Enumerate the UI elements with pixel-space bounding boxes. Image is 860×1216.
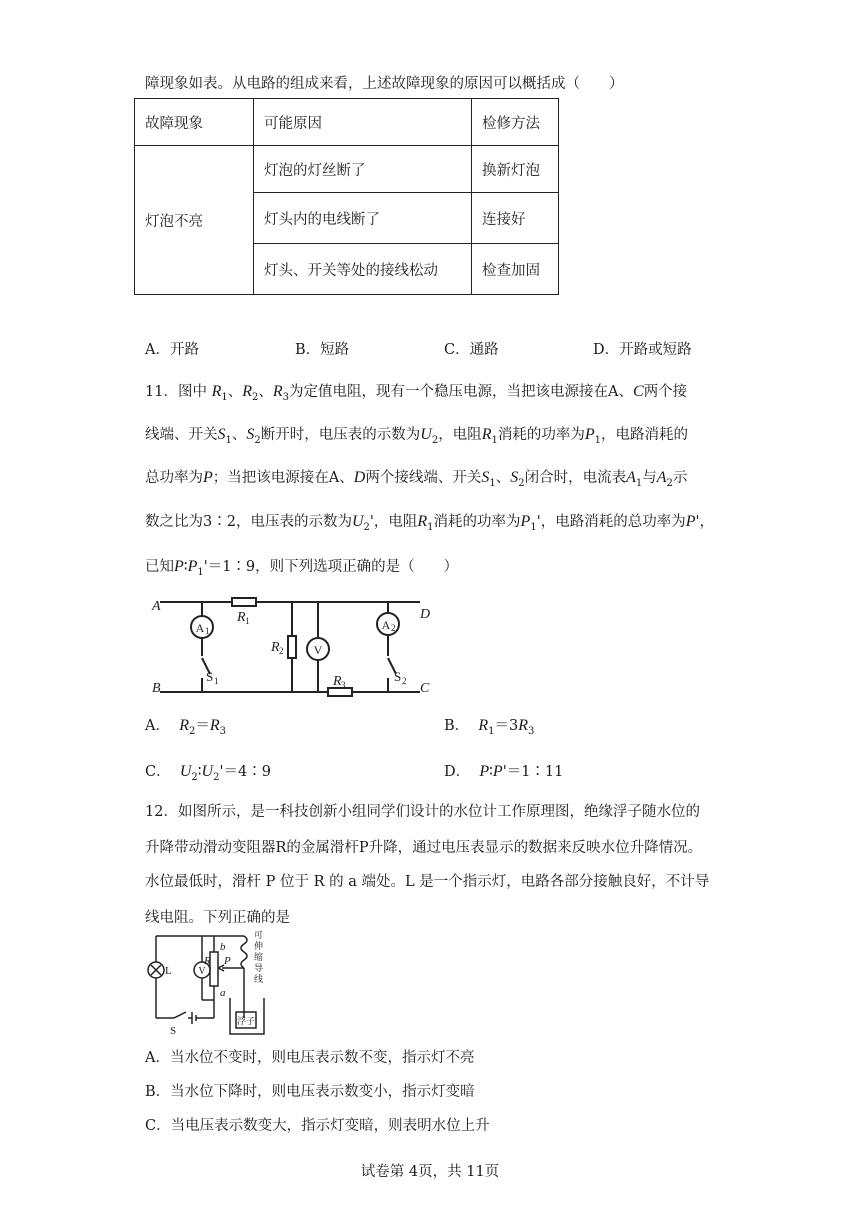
table-cell-phenomenon: 灯泡不亮 bbox=[135, 146, 254, 295]
table-row bbox=[135, 146, 559, 193]
table-cell-cause: 灯头内的电线断了 bbox=[254, 193, 472, 244]
question-12-line-4: 线电阻。下列正确的是 bbox=[145, 910, 290, 926]
switch-s2-label: S bbox=[394, 669, 402, 684]
question-11-line-5: 已知$P∶P_1'=1∶9$，则下列选项正确的是（ ） bbox=[145, 558, 459, 578]
question-12-line-1: 12．如图所示，是一科技创新小组同学们设计的水位计工作原理图，绝缘浮子随水位的 bbox=[145, 804, 700, 820]
table-cell-method: 换新灯泡 bbox=[472, 146, 559, 193]
ammeter-a2-label: A bbox=[381, 618, 391, 632]
q12-option-a: A．当水位不变时，则电压表示数不变，指示灯不亮 bbox=[145, 1050, 475, 1066]
svg-text:2: 2 bbox=[402, 676, 407, 686]
resistor-r3-label: R bbox=[333, 674, 342, 689]
table-cell-method: 检查加固 bbox=[472, 244, 559, 295]
water-level-diagram bbox=[140, 928, 280, 1038]
circuit-diagram-q11 bbox=[140, 592, 440, 704]
table-header-cell: 检修方法 bbox=[472, 99, 559, 146]
page-footer: 试卷第 4页，共 11页 bbox=[360, 1164, 500, 1180]
table-header-cell: 故障现象 bbox=[135, 99, 254, 146]
terminal-d-label: D bbox=[420, 607, 431, 622]
q11-option-c: C． $U_2∶U_2'=4∶9$ bbox=[145, 763, 271, 783]
svg-text:1: 1 bbox=[214, 676, 219, 686]
float-label: 浮子 bbox=[236, 1016, 256, 1026]
ammeter-a1-label: A bbox=[195, 621, 205, 635]
question-11-line-3: 总功率为P；当把该电源接在A、D两个接线端、开关$S_1$、$S_2$闭合时，电流表$A_1$与$A_2$示 bbox=[145, 469, 688, 489]
option-c: C．通路 bbox=[444, 342, 499, 358]
terminal-c-label: C bbox=[420, 681, 430, 696]
flexible-wire-label bbox=[254, 930, 263, 984]
table-header-cell: 可能原因 bbox=[254, 99, 472, 146]
q11-option-a: A． $R_2=R_3$ bbox=[145, 717, 227, 737]
resistor-r1-label: R bbox=[237, 610, 246, 625]
voltmeter-label: V bbox=[198, 966, 206, 977]
terminal-a-label: A bbox=[152, 599, 161, 614]
question-11-line-4: 数之比为3∶2，电压表的示数为$U_2'$，电阻$R_1$消耗的功率为$P_1'$，电路消耗的总功率为P'， bbox=[145, 513, 714, 533]
voltmeter-label: V bbox=[313, 643, 323, 657]
table-cell-method: 连接好 bbox=[472, 193, 559, 244]
question-11-line-1: 11．图中 $R_1$、$R_2$、$R_3$为定值电阻，现有一个稳压电源，当把该电源接在A、C两个接 bbox=[145, 383, 688, 403]
option-a: A．开路 bbox=[145, 342, 199, 358]
svg-text:2: 2 bbox=[279, 646, 284, 656]
svg-text:1: 1 bbox=[245, 616, 250, 626]
question-12-line-2: 升降带动滑动变阻器R的金属滑杆P升降，通过电压表显示的数据来反映水位升降情况。 bbox=[145, 840, 703, 856]
svg-text:伸: 伸 bbox=[254, 941, 264, 951]
terminal-b-label: B bbox=[152, 681, 161, 696]
option-b: B．短路 bbox=[295, 342, 350, 358]
table-cell-cause: 灯头、开关等处的接线松动 bbox=[254, 244, 472, 295]
q12-option-c: C．当电压表示数变大，指示灯变暗，则表明水位上升 bbox=[145, 1118, 490, 1134]
switch-s1-label: S bbox=[206, 669, 214, 684]
svg-text:3: 3 bbox=[341, 680, 346, 690]
q11-option-d: D． P∶P'＝1∶11 bbox=[444, 763, 564, 780]
question-12-line-3: 水位最低时，滑杆 P 位于 R 的 a 端处。L 是一个指示灯，电路各部分接触良好，不计导 bbox=[145, 874, 710, 890]
svg-text:2: 2 bbox=[391, 623, 396, 633]
switch-label: S bbox=[170, 1025, 177, 1037]
svg-text:缩: 缩 bbox=[254, 952, 264, 962]
lamp-label: L bbox=[165, 965, 172, 977]
svg-text:可: 可 bbox=[254, 930, 264, 940]
svg-text:导: 导 bbox=[254, 963, 264, 973]
end-b-label: b bbox=[220, 941, 226, 953]
table-header-row bbox=[135, 99, 559, 146]
slider-label: P bbox=[224, 955, 231, 967]
q11-option-b: B． $R_1=3R_3$ bbox=[444, 717, 535, 737]
q12-option-b: B．当水位下降时，则电压表示数变小，指示灯变暗 bbox=[145, 1084, 475, 1100]
svg-text:1: 1 bbox=[205, 626, 210, 636]
question-11-line-2: 线端、开关$S_1$、$S_2$断开时，电压表的示数为$U_2$，电阻$R_1$消耗的功率为$P_1$，电路消耗的 bbox=[145, 426, 688, 446]
rheostat-label: R bbox=[204, 955, 211, 967]
table-cell-cause: 灯泡的灯丝断了 bbox=[254, 146, 472, 193]
fault-table bbox=[134, 98, 559, 295]
end-a-label: a bbox=[220, 987, 226, 999]
option-d: D．开路或短路 bbox=[593, 342, 692, 358]
resistor-r2-label: R bbox=[271, 640, 280, 655]
svg-text:线: 线 bbox=[254, 974, 264, 984]
question-10-tail: 障现象如表。从电路的组成来看，上述故障现象的原因可以概括成（ ） bbox=[145, 76, 624, 92]
